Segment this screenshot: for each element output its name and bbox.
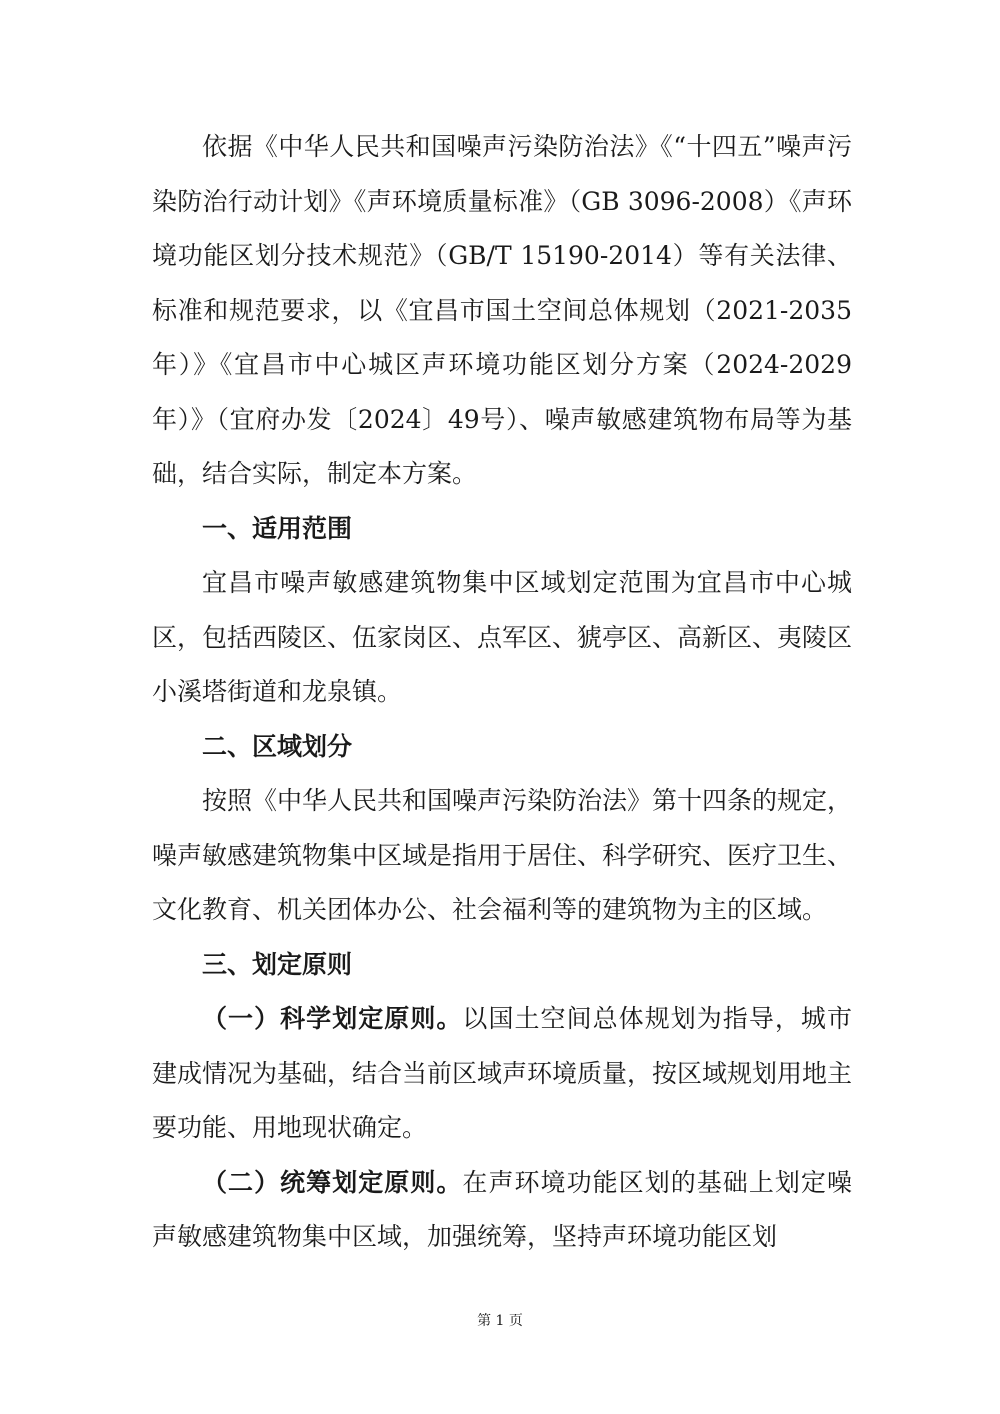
- intro-paragraph: 依据《中华人民共和国噪声污染防治法》《“十四五”噪声污染防治行动计划》《声环境质量标准》（GB 3096-2008）《声环境功能区划分技术规范》（GB/T 15190-2014）等有关法律、标准和规范要求，以《宜昌市国土空间总体规划（2021-2035年）》《宜昌市中心城区声环境功能区划分方案（2024-2029年）》（宜府办发〔2024〕49号）、噪声敏感建筑物布局等为基础，结合实际，制定本方案。: [152, 132, 852, 488]
- section-1-heading: 一、适用范围: [202, 513, 353, 543]
- section-1-paragraph: 宜昌市噪声敏感建筑物集中区域划定范围为宜昌市中心城区，包括西陵区、伍家岗区、点军区、猇亭区、高新区、夷陵区小溪塔街道和龙泉镇。: [152, 568, 853, 706]
- principle-2-body: 在声环境功能区划的基础上划定噪声敏感建筑物集中区域，加强统筹，坚持声环境功能区划: [152, 1167, 852, 1251]
- principle-1-lead: （一）科学划定原则。: [202, 1004, 463, 1033]
- section-2-heading: 二、区域划分: [202, 731, 353, 761]
- principle-2-paragraph: [152, 1156, 852, 1265]
- principle-2-lead: （二）统筹划定原则。: [202, 1167, 463, 1197]
- principle-1-body: 以国土空间总体规划为指导，城市建成情况为基础，结合当前区域声环境质量，按区域规划用地主要功能、用地现状确定。: [152, 1004, 853, 1142]
- document-body: [152, 120, 852, 1265]
- section-3-heading: 三、划定原则: [202, 949, 353, 979]
- section-2-paragraph: 按照《中华人民共和国噪声污染防治法》第十四条的规定，噪声敏感建筑物集中区域是指用于居住、科学研究、医疗卫生、文化教育、机关团体办公、社会福利等的建筑物为主的区域。: [152, 786, 853, 924]
- page-number: 第 1 页: [477, 1313, 523, 1329]
- principle-1-paragraph: [152, 992, 852, 1156]
